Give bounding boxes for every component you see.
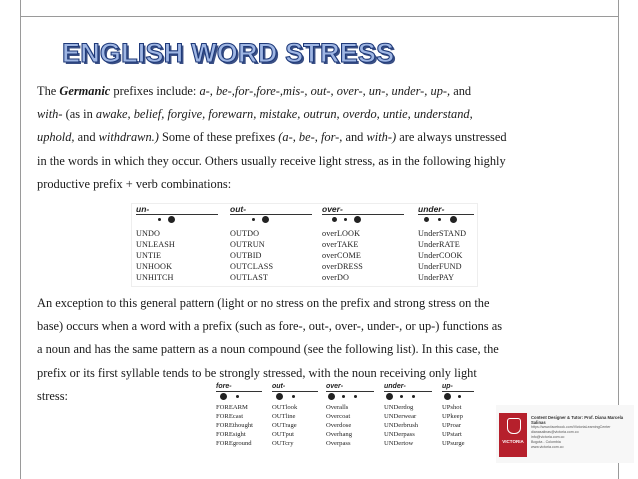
- table-word: UNDO: [136, 229, 161, 238]
- table-word: UNHOOK: [136, 262, 173, 271]
- table-word: FOREsight: [216, 431, 246, 438]
- table-word: UnderRATE: [418, 240, 460, 249]
- prefix-noun-table: [214, 383, 476, 449]
- stress-dot-light: [342, 395, 345, 398]
- stress-dot-light: [292, 395, 295, 398]
- credit-line: www.victoria.com.co: [531, 445, 564, 449]
- header-underline: [230, 214, 312, 215]
- stress-dot-strong: [220, 393, 227, 400]
- column-header: out-: [272, 383, 286, 390]
- stress-dot-light: [236, 395, 239, 398]
- table-word: overCOME: [322, 251, 362, 260]
- credit-line: Content Designer & Tutor: Prof. Diana Marcela Salinas: [531, 415, 624, 425]
- table-word: FOREARM: [216, 404, 248, 411]
- table-word: OUTCLASS: [230, 262, 274, 271]
- header-underline: [136, 214, 218, 215]
- table-word: UNHITCH: [136, 273, 174, 282]
- paragraph-germanic-prefixes: The Germanic prefixes include: a-, be-,for-,fore-,mis-, out-, over-, un-, under-, up-, and with- (as in awake, belief, forgive, forewarn, mistake, outrun, overdo, untie, understand, uphold, and withdrawn.) Some of these prefixes (a-, be-, for-, and with-) are always unstressed in the words in which they occur. Others usually receive light stress, as in the following highly productive prefix + verb combinations:: [37, 84, 507, 191]
- table-word: OUTline: [272, 413, 296, 420]
- table-word: UNLEASH: [136, 240, 175, 249]
- stress-dot-strong: [450, 216, 457, 223]
- table-word: Overdose: [326, 422, 352, 429]
- stress-dot-light: [458, 395, 461, 398]
- paragraph-exception: An exception to this general pattern (light or no stress on the prefix and strong stress on the base) occurs when a word with a prefix (such as fore-, out-, over-, under-, or up-) functions as a noun and has the same pattern as a noun compound (see the following list). In this case, the prefix or its first syllable tends to be strongly stressed, with the noun receiving only light stress:: [37, 296, 503, 403]
- table-word: UnderSTAND: [418, 229, 467, 238]
- column-header: over-: [326, 383, 344, 390]
- table-word: OUTDO: [230, 229, 260, 238]
- table-word: UNDertow: [384, 440, 414, 447]
- header-underline: [418, 214, 474, 215]
- table-word: OUTcry: [272, 440, 294, 447]
- table-word: overDO: [322, 273, 349, 282]
- table-word: overTAKE: [322, 240, 359, 249]
- column-header: fore-: [216, 383, 232, 390]
- column-header: out-: [230, 204, 247, 214]
- table-word: FOREcast: [216, 413, 244, 420]
- stress-dot-strong: [168, 216, 175, 223]
- table-word: UNDerdog: [384, 404, 414, 411]
- header-underline: [326, 391, 374, 392]
- table-word: UPshot: [442, 404, 462, 411]
- victoria-logo: [499, 413, 527, 457]
- credit-text: [531, 415, 631, 450]
- credit-line: Bogota - Colombia: [531, 440, 561, 444]
- table-word: UNDerwear: [384, 413, 417, 420]
- table-word: UnderFUND: [418, 262, 462, 271]
- column-header: under-: [384, 383, 406, 390]
- logo-brand-text: VICTORIA: [502, 439, 524, 444]
- frame-line-left: [20, 0, 21, 479]
- table-word: Overpass: [326, 440, 351, 447]
- table-word: OUTLAST: [230, 273, 268, 282]
- credit-line: https://www.facebook.com/VictoriaLearningCenter: [531, 425, 611, 429]
- table-word: overLOOK: [322, 229, 361, 238]
- table-word: overDRESS: [322, 262, 363, 271]
- header-underline: [322, 214, 404, 215]
- table-word: OUTput: [272, 431, 294, 438]
- prefix-verb-table: [131, 203, 478, 287]
- crest-icon: [507, 418, 521, 434]
- page-title: ENGLISH WORD STRESS: [62, 38, 395, 68]
- column-header: over-: [322, 204, 343, 214]
- credit-line: info@victoria.com.co: [531, 435, 565, 439]
- table-word: UPsurge: [442, 440, 465, 447]
- author-credit-badge: [496, 405, 634, 463]
- table-word: OUTBID: [230, 251, 262, 260]
- table-word: UPkeep: [442, 413, 463, 420]
- table-word: FOREthought: [216, 422, 254, 429]
- column-header: under-: [418, 204, 445, 214]
- header-underline: [216, 391, 262, 392]
- column-header: un-: [136, 204, 150, 214]
- stress-dot-light: [438, 218, 441, 221]
- table-word: UNTIE: [136, 251, 162, 260]
- credit-line: dianasalinas@victoria.com.co: [531, 430, 579, 434]
- frame-line-top: [20, 16, 619, 17]
- table-word: UnderCOOK: [418, 251, 463, 260]
- table-word: OUTlook: [272, 404, 298, 411]
- stress-dot-light: [252, 218, 255, 221]
- stress-dot-light: [400, 395, 403, 398]
- stress-dot-strong: [276, 393, 283, 400]
- stress-dot-strong: [444, 393, 451, 400]
- table-word: OUTrage: [272, 422, 297, 429]
- table-word: Overalls: [326, 404, 349, 411]
- table-word: Overhang: [326, 431, 352, 438]
- table-word: UNDerbrush: [384, 422, 419, 429]
- table-word: UProar: [442, 422, 462, 429]
- table-word: Overcoat: [326, 413, 351, 420]
- stress-dot-light: [354, 395, 357, 398]
- stress-dot-light: [344, 218, 347, 221]
- stress-dot-strong: [328, 393, 335, 400]
- header-underline: [442, 391, 474, 392]
- stress-dot-strong: [386, 393, 393, 400]
- table-word: UnderPAY: [418, 273, 455, 282]
- table-word: UPstart: [442, 431, 462, 438]
- table-word: UNDerpass: [384, 431, 415, 438]
- stress-dot-strong: [354, 216, 361, 223]
- stress-dot-light: [412, 395, 415, 398]
- stress-dot-medium: [424, 217, 429, 222]
- stress-dot-medium: [332, 217, 337, 222]
- column-header: up-: [442, 383, 453, 390]
- stress-dot-strong: [262, 216, 269, 223]
- header-underline: [272, 391, 318, 392]
- header-underline: [384, 391, 432, 392]
- stress-dot-light: [158, 218, 161, 221]
- table-word: OUTRUN: [230, 240, 265, 249]
- table-word: FOREground: [216, 440, 252, 447]
